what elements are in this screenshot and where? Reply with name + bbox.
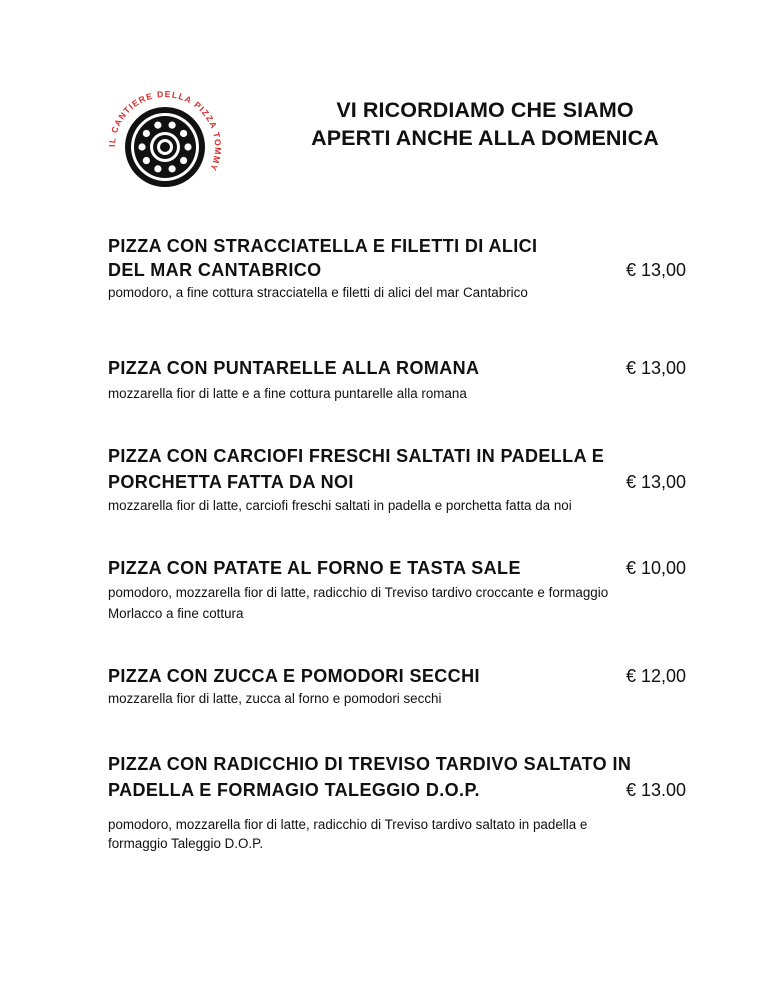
item-description-line-1: pomodoro, mozzarella fior di latte, radicchio di Treviso tardivo croccante e formaggio bbox=[108, 585, 609, 600]
item-description: mozzarella fior di latte e a fine cottura puntarelle alla romana bbox=[108, 386, 467, 401]
item-price: € 10,00 bbox=[625, 558, 686, 578]
item-name-line-1: PIZZA CON CARCIOFI FRESCHI SALTATI IN PADELLA E bbox=[108, 446, 605, 466]
item-name-line-2: PADELLA E FORMAGIO TALEGGIO D.O.P. bbox=[108, 780, 480, 800]
notice-line-2: APERTI ANCHE ALLA DOMENICA bbox=[311, 126, 659, 150]
item-name-line-1: PIZZA CON STRACCIATELLA E FILETTI DI ALICI bbox=[108, 236, 538, 256]
item-price: € 13,00 bbox=[625, 260, 686, 280]
item-description: mozzarella fior di latte, carciofi freschi saltati in padella e porchetta fatta da noi bbox=[108, 498, 572, 513]
item-price: € 13.00 bbox=[625, 780, 686, 800]
item-description-line-1: pomodoro, mozzarella fior di latte, radicchio di Treviso tardivo saltato in padella e bbox=[108, 817, 588, 832]
pizza-wheel-logo-icon bbox=[106, 88, 224, 206]
logo-dot bbox=[184, 143, 191, 150]
logo-dot bbox=[154, 165, 161, 172]
logo-dot bbox=[143, 130, 150, 137]
menu-item bbox=[108, 556, 686, 624]
logo-dot bbox=[169, 165, 176, 172]
item-name-line-2: PORCHETTA FATTA DA NOI bbox=[108, 472, 354, 492]
opening-notice bbox=[280, 96, 690, 152]
menu-item bbox=[108, 234, 686, 302]
item-name: PIZZA CON ZUCCA E POMODORI SECCHI bbox=[108, 666, 480, 686]
logo-dot bbox=[143, 157, 150, 164]
item-description: mozzarella fior di latte, zucca al forno e pomodori secchi bbox=[108, 691, 442, 706]
item-price: € 12,00 bbox=[625, 666, 686, 686]
item-price: € 13,00 bbox=[625, 472, 686, 492]
item-description-line-2: Morlacco a fine cottura bbox=[108, 606, 244, 621]
menu-item bbox=[108, 443, 686, 515]
logo-dot bbox=[154, 122, 161, 129]
item-description-line-2: formaggio Taleggio D.O.P. bbox=[108, 836, 264, 851]
item-name: PIZZA CON PATATE AL FORNO E TASTA SALE bbox=[108, 558, 521, 578]
logo-dot bbox=[180, 130, 187, 137]
logo-dot bbox=[138, 143, 145, 150]
logo-text: IL CANTIERE DELLA PIZZA TOMMY bbox=[106, 88, 224, 174]
menu-item bbox=[108, 751, 686, 853]
notice-line-1: VI RICORDIAMO CHE SIAMO bbox=[336, 98, 634, 122]
menu-item bbox=[108, 664, 686, 708]
logo-dot bbox=[180, 157, 187, 164]
logo-dot bbox=[169, 122, 176, 129]
restaurant-logo bbox=[106, 88, 224, 206]
item-description: pomodoro, a fine cottura stracciatella e filetti di alici del mar Cantabrico bbox=[108, 285, 528, 300]
menu-item bbox=[108, 356, 686, 403]
item-price: € 13,00 bbox=[625, 358, 686, 378]
item-name-line-1: PIZZA CON RADICCHIO DI TREVISO TARDIVO SALTATO IN bbox=[108, 754, 632, 774]
item-name: PIZZA CON PUNTARELLE ALLA ROMANA bbox=[108, 358, 480, 378]
item-name-line-2: DEL MAR CANTABRICO bbox=[108, 260, 322, 280]
